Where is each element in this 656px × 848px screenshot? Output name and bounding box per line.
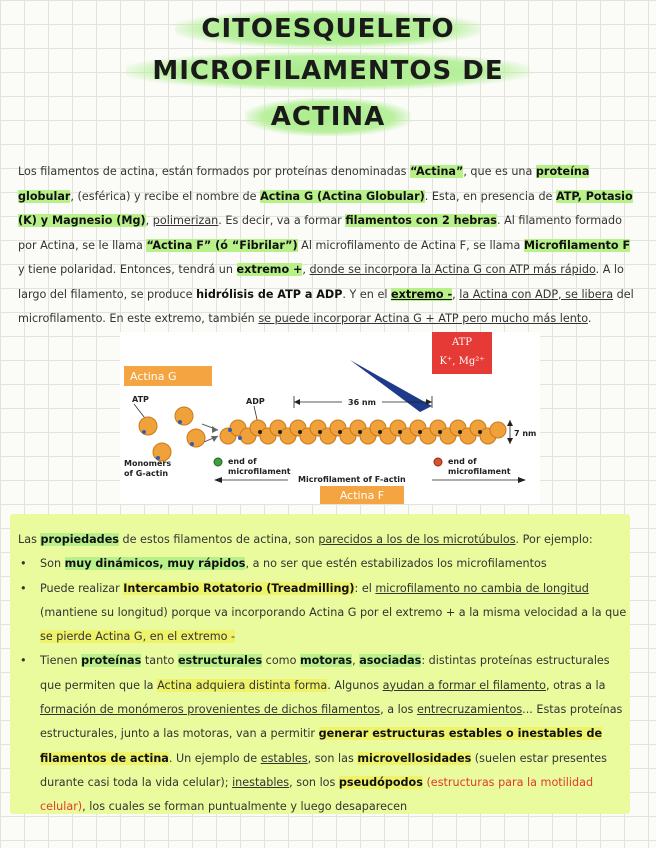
intro-paragraph: Los filamentos de actina, están formados por proteínas denominadas “Actina”, que es una proteína globular, (esférica) y recibe el nombre de Actina G (Actina Globular). Esta, en presencia de ATP, Potasio (K) y Magnesio (Mg), polimerizan. Es decir, va a formar filamentos con 2 hebras. Al filamento formado por Actina, se le llama “Actina F” (ó “Fibrilar”) Al microfilamento de Actina F, se llama Microfilamento F y tiene polaridad. Entonces, tendrá un extremo +, donde se incorpora la Actina G con ATP más rápido. A lo largo del filamento, se produce hidrólisis de ATP a ADP. Y en el extremo -, la Actina con ADP, se libera del microfilamento. En este extremo, también se puede incorporar Actina G + ATP pero mucho más lento.: [18, 165, 634, 325]
end-left-label-2: microfilament: [228, 467, 291, 476]
end-right-label-2: microfilament: [448, 467, 511, 476]
title-text-2: MICROFILAMENTOS DE: [126, 52, 529, 90]
ions-box-label: K⁺, Mg²⁺: [439, 356, 485, 367]
bullet-dynamic: • Son muy dinámicos, muy rápidos, a no ser que estén estabilizados los microfilamentos: [20, 557, 547, 571]
title-line-3: [0, 102, 656, 132]
title-text-1: CITOESQUELETO: [175, 10, 480, 48]
f-actin-filament: [220, 420, 506, 444]
g-actin-monomers: [139, 407, 205, 461]
title-text-3: ACTINA: [245, 98, 412, 136]
properties-text: [18, 528, 628, 820]
monomers-label-2: of G-actin: [124, 469, 169, 478]
nm36-label: 36 nm: [348, 398, 376, 407]
properties-intro: Las propiedades de estos filamentos de actina, son parecidos a los de los microtúbulos. Por ejemplo:: [18, 533, 593, 546]
actina-g-tag-text: Actina G: [130, 370, 177, 383]
title-line-2: [0, 56, 656, 86]
nm7-label: 7 nm: [514, 429, 537, 438]
actin-polymerization-figure: [120, 332, 540, 504]
microfilament-label: Microfilament of F-actin: [298, 475, 406, 484]
bullet-treadmilling: • Puede realizar Intercambio Rotatorio (Treadmilling): el microfilamento no cambia de longitud (mantiene su longitud) porque va incorporando Actina G por el extremo + a la misma velocidad a la que se pierde Actina G, en el extremo -: [20, 581, 627, 644]
actin-diagram: [120, 332, 540, 504]
bullet-proteins: • Tienen proteínas tanto estructurales como motoras, asociadas: distintas proteínas estructurales que permiten que la Actina adquiera distinta forma. Algunos ayudan a formar el filamento, otras a la formación de monómeros provenientes de dichos filamentos, a los entrecruzamientos... Estas proteínas estructurales, junto a las motoras, van a permitir generar estructuras estables o inestables de filamentos de actina. Un ejemplo de estables, son las microvellosidades (suelen estar presentes durante casi toda la vida celular); inestables, son los pseudópodos (estructuras para la motilidad celular), los cuales se forman puntualmente y luego desaparecen: [20, 654, 623, 814]
minus-end-icon: [434, 458, 442, 466]
atp-label: ATP: [132, 395, 149, 404]
end-left-label-1: end of: [228, 457, 257, 466]
actina-f-tag-text: Actina F: [339, 489, 385, 502]
title-line-1: [0, 14, 656, 44]
adp-label: ADP: [246, 397, 265, 406]
plus-end-icon: [214, 458, 222, 466]
end-right-label-1: end of: [448, 457, 477, 466]
atp-box-label: ATP: [451, 337, 473, 348]
monomers-label-1: Monomers: [124, 459, 172, 468]
